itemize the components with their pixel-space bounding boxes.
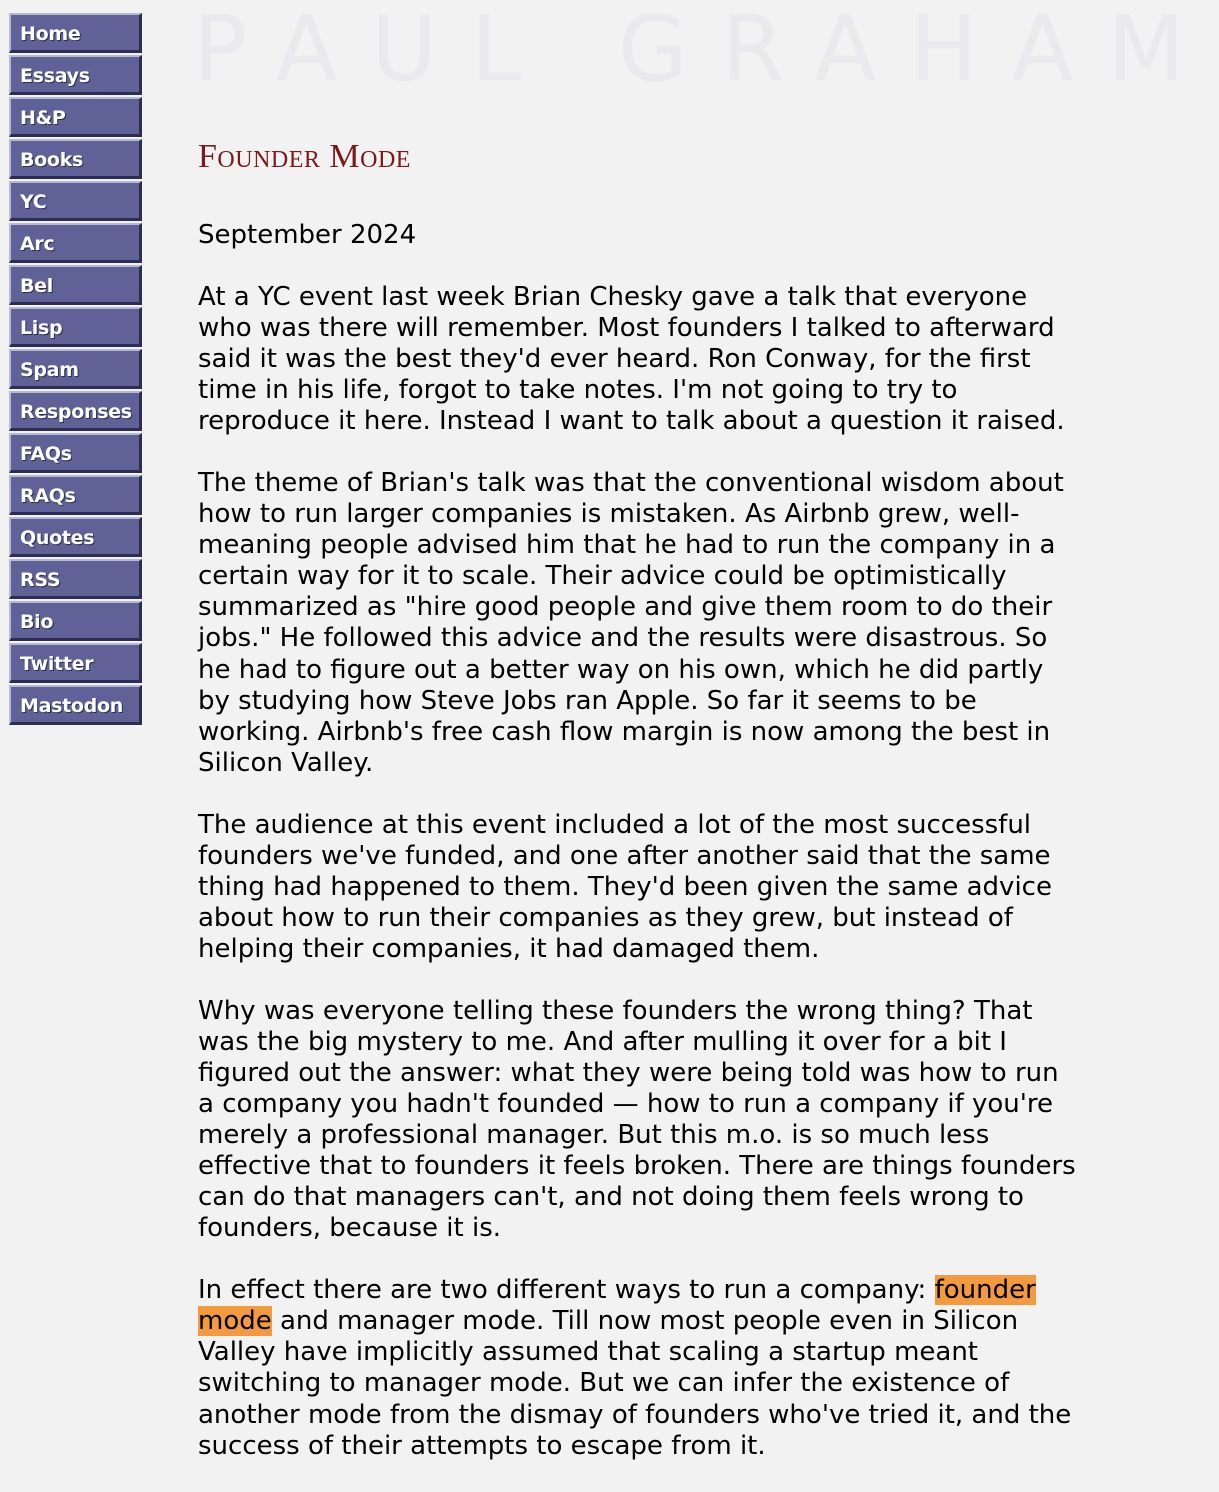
nav-lisp[interactable]: Lisp — [9, 307, 142, 347]
nav-twitter[interactable]: Twitter — [9, 643, 142, 683]
nav-rss[interactable]: RSS — [9, 559, 142, 599]
paragraph-1: At a YC event last week Brian Chesky gave a talk that everyone who was there will remember. Most founders I talked to afterward said it was the best they'd ever heard. Ron Conway, for the first time in his life, forgot to take notes. I'm not going to try to reproduce it here. Instead I want to talk about a question it raised. — [198, 282, 1065, 437]
nav-raqs[interactable]: RAQs — [9, 475, 142, 515]
sidebar-nav — [9, 13, 142, 727]
nav-bio[interactable]: Bio — [9, 601, 142, 641]
paragraph-5-start: In effect there are two different ways to run a company: — [198, 1275, 935, 1306]
paragraph-5-end: and manager mode. Till now most people even in Silicon Valley have implicitly assumed that scaling a startup meant switching to manager mode. But we can infer the existence of another mode from the dismay of founders who've tried it, and the success of their attempts to escape from it. — [198, 1306, 1072, 1461]
paragraph-2: The theme of Brian's talk was that the conventional wisdom about how to run larger companies is mistaken. As Airbnb grew, well-meaning people advised him that he had to run the company in a certain way for it to scale. Their advice could be optimistically summarized as "hire good people and give them room to do their jobs." He followed this advice and the results were disastrous. So he had to figure out a better way on his own, which he did partly by studying how Steve Jobs ran Apple. So far it seems to be working. Airbnb's free cash flow margin is now among the best in Silicon Valley. — [198, 468, 1064, 778]
paragraph-4: Why was everyone telling these founders the wrong thing? That was the big mystery to me. And after mulling it over for a bit I figured out the answer: what they were being told was how to run a company you hadn't founded — how to run a company if you're merely a professional manager. But this m.o. is so much less effective that to founders it feels broken. There are things founders can do that managers can't, and not doing them feels wrong to founders, because it is. — [198, 995, 1076, 1244]
nav-quotes[interactable]: Quotes — [9, 517, 142, 557]
page-title: Founder Mode — [198, 138, 411, 175]
article-date: September 2024 — [198, 220, 417, 250]
nav-bel[interactable]: Bel — [9, 265, 142, 305]
nav-hp[interactable]: H&P — [9, 97, 142, 137]
nav-spam[interactable]: Spam — [9, 349, 142, 389]
site-masthead: PAUL GRAHAM — [193, 0, 1219, 102]
article — [198, 134, 1078, 1462]
nav-yc[interactable]: YC — [9, 181, 142, 221]
nav-essays[interactable]: Essays — [9, 55, 142, 95]
paragraph-5 — [198, 1275, 1078, 1461]
nav-books[interactable]: Books — [9, 139, 142, 179]
nav-faqs[interactable]: FAQs — [9, 433, 142, 473]
nav-arc[interactable]: Arc — [9, 223, 142, 263]
nav-responses[interactable]: Responses — [9, 391, 142, 431]
nav-mastodon[interactable]: Mastodon — [9, 685, 142, 725]
search-highlight: founder mode — [198, 1275, 1036, 1337]
paragraph-3: The audience at this event included a lot of the most successful founders we've funded, and one after another said that the same thing had happened to them. They'd been given the same advice about how to run their companies as they grew, but instead of helping their companies, it had damaged them. — [198, 809, 1052, 964]
nav-home[interactable]: Home — [9, 13, 142, 53]
